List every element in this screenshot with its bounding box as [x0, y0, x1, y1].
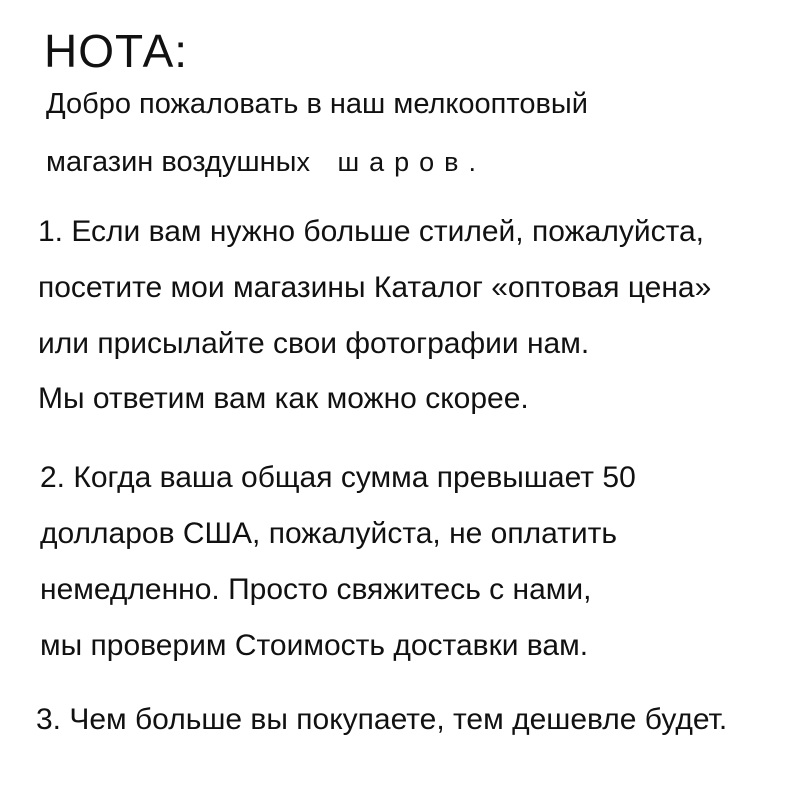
section-2-line-2: долларов США, пожалуйста, не оплатить — [40, 517, 617, 550]
intro-line-1: Добро пожаловать в наш мелкооптовый — [46, 88, 588, 120]
section-1-line-4: Мы ответим вам как можно скорее. — [38, 382, 529, 415]
section-2-line-3: немедленно. Просто свяжитесь с нами, — [40, 573, 592, 606]
section-1-line-1: 1. Если вам нужно больше стилей, пожалуйста, — [38, 215, 705, 248]
intro-line-2-spaced-text: х шаров. — [296, 147, 487, 177]
intro-line-2 — [46, 142, 486, 182]
page-title: НОТА: — [44, 25, 189, 77]
intro-line-2-text: магазин воздушны — [46, 146, 297, 178]
section-1-line-2: посетите мои магазины Каталог «оптовая цена» — [38, 271, 712, 304]
section-2-line-4: мы проверим Стоимость доставки вам. — [40, 629, 589, 662]
section-3-line-1: 3. Чем больше вы покупаете, тем дешевле будет. — [36, 703, 728, 736]
section-2-line-1: 2. Когда ваша общая сумма превышает 50 — [40, 461, 636, 494]
section-1-line-3: или присылайте свои фотографии нам. — [38, 327, 590, 360]
